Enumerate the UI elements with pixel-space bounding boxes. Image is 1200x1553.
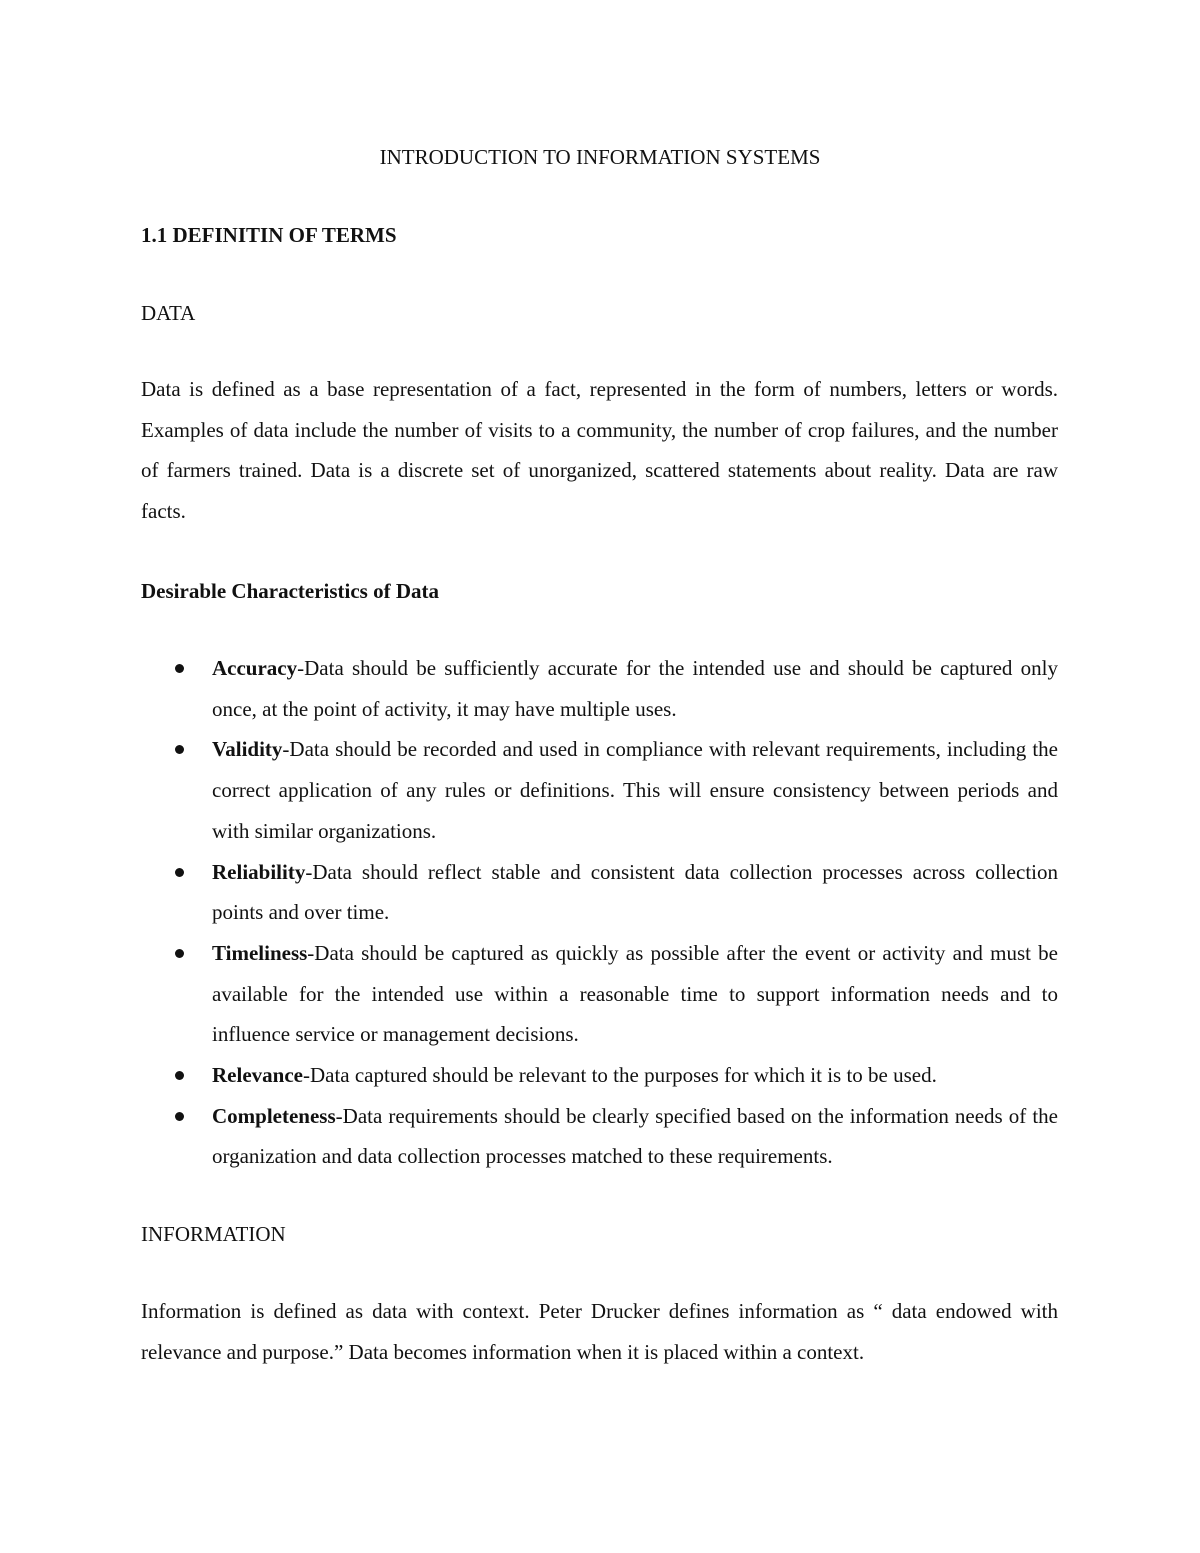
- list-item: [141, 1096, 1058, 1177]
- list-item-text: -Data should be captured as quickly as possible after the event or activity and must be available for the intended use within a reasonable time to support information needs and to influence service or management decisions.: [212, 940, 1058, 1047]
- bullet-icon: [175, 868, 184, 877]
- data-paragraph: Data is defined as a base representation of a fact, represented in the form of numbers, letters or words. Examples of data include the number of visits to a community, the number of crop failures, and the number of farmers trained. Data is a discrete set of unorganized, scattered statements about reality. Data are raw facts.: [141, 377, 1058, 524]
- list-item-term: Reliability: [212, 859, 306, 884]
- list-item-text: -Data should reflect stable and consistent data collection processes across collection points and over time.: [212, 859, 1058, 925]
- bullet-icon: [175, 1112, 184, 1121]
- list-item: [141, 852, 1058, 933]
- list-item-text: -Data should be sufficiently accurate for the intended use and should be captured only once, at the point of activity, it may have multiple uses.: [212, 656, 1058, 721]
- list-item: [141, 648, 1058, 729]
- list-item: [141, 1055, 1058, 1096]
- document-title: INTRODUCTION TO INFORMATION SYSTEMS: [379, 145, 821, 169]
- characteristics-heading: Desirable Characteristics of Data: [141, 579, 439, 603]
- list-item-term: Completeness: [212, 1103, 336, 1128]
- bullet-icon: [175, 1071, 184, 1080]
- list-item-term: Timeliness: [212, 940, 308, 965]
- information-paragraph: Information is defined as data with context. Peter Drucker defines information as “ data endowed with relevance and purpose.” Data becomes information when it is placed within a context.: [141, 1299, 1058, 1364]
- list-item-text: -Data requirements should be clearly specified based on the information needs of the organization and data collection processes matched to these requirements.: [212, 1103, 1058, 1169]
- bullet-icon: [175, 745, 184, 754]
- list-item-term: Accuracy: [212, 656, 298, 680]
- information-heading: INFORMATION: [141, 1222, 286, 1246]
- list-item: [141, 933, 1058, 1055]
- list-item: [141, 729, 1058, 851]
- list-item-text: -Data should be recorded and used in compliance with relevant requirements, including the correct application of any rules or definitions. This will ensure consistency between periods and with similar organizations.: [212, 737, 1058, 843]
- characteristics-list: [141, 648, 1058, 1177]
- list-item-term: Relevance: [212, 1063, 303, 1088]
- list-item-term: Validity: [212, 737, 283, 762]
- section-heading: 1.1 DEFINITIN OF TERMS: [141, 223, 397, 247]
- bullet-icon: [175, 949, 184, 958]
- data-heading: DATA: [141, 301, 196, 325]
- bullet-icon: [175, 664, 184, 673]
- list-item-text: -Data captured should be relevant to the purposes for which it is to be used.: [302, 1063, 937, 1088]
